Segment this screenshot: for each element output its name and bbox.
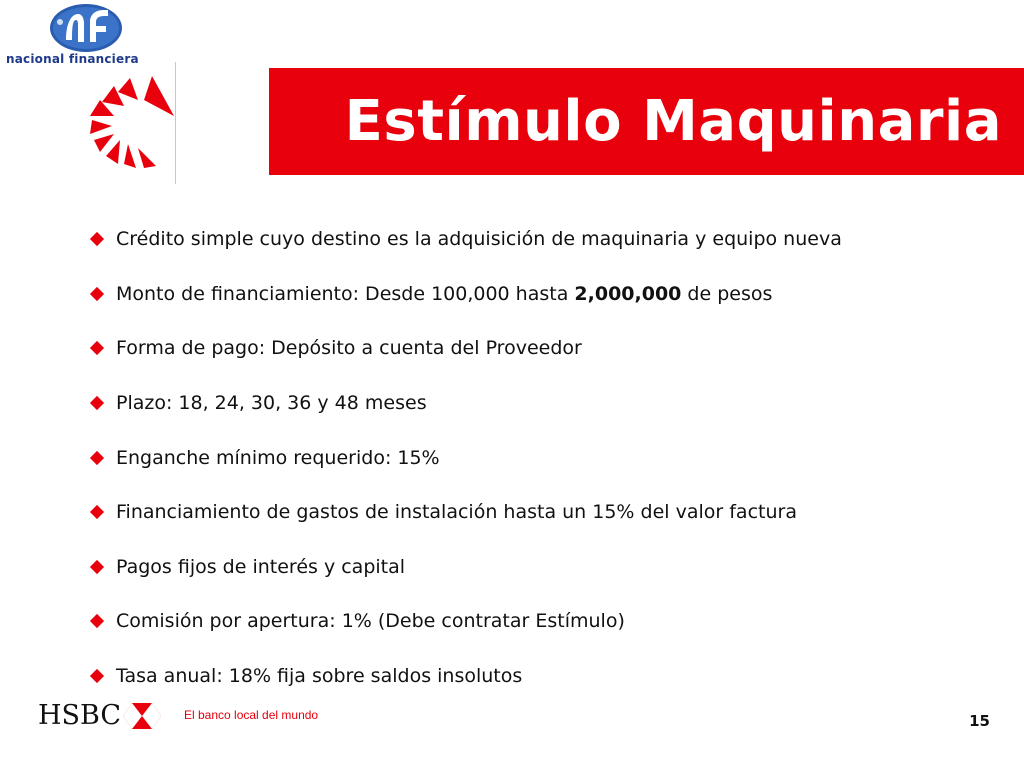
bullet-text: Comisión por apertura: 1% (Debe contratar Estímulo) xyxy=(116,610,625,633)
bullet-text: Forma de pago: Depósito a cuenta del Proveedor xyxy=(116,337,582,360)
slide-title: Estímulo Maquinaria xyxy=(344,89,1002,154)
bullet-text-after: de pesos xyxy=(681,282,773,305)
bullet-list xyxy=(90,212,1010,703)
list-item xyxy=(90,485,1010,540)
diamond-bullet-icon xyxy=(90,287,104,301)
diamond-bullet-icon xyxy=(90,669,104,683)
list-item xyxy=(90,267,1010,322)
list-item xyxy=(90,212,1010,267)
list-item xyxy=(90,430,1010,485)
bullet-text-bold: 2,000,000 xyxy=(574,282,682,305)
diamond-bullet-icon xyxy=(90,232,104,246)
page-number: 15 xyxy=(969,712,990,730)
bullet-text: Tasa anual: 18% fija sobre saldos insolutos xyxy=(116,665,523,688)
hsbc-logo xyxy=(38,700,161,732)
bullet-text: Plazo: 18, 24, 30, 36 y 48 meses xyxy=(116,392,427,415)
red-star-logo xyxy=(84,72,176,182)
hsbc-wordmark: HSBC xyxy=(38,700,122,731)
list-item xyxy=(90,594,1010,649)
hsbc-tagline: El banco local del mundo xyxy=(184,708,319,722)
bullet-text-before: Monto de financiamiento: Desde 100,000 hasta xyxy=(116,282,575,305)
diamond-bullet-icon xyxy=(90,396,104,410)
list-item xyxy=(90,376,1010,431)
nf-logo-text: nacional financiera xyxy=(6,52,139,66)
bullet-text: Enganche mínimo requerido: 15% xyxy=(116,446,440,469)
logo-divider xyxy=(175,62,176,184)
star-emblem-icon xyxy=(84,72,176,182)
list-item xyxy=(90,321,1010,376)
nacional-financiera-logo xyxy=(0,0,170,66)
list-item xyxy=(90,540,1010,595)
diamond-bullet-icon xyxy=(90,505,104,519)
diamond-bullet-icon xyxy=(90,614,104,628)
list-item xyxy=(90,649,1010,704)
title-bar xyxy=(269,68,1024,175)
bullet-text xyxy=(116,283,772,305)
bullet-text: Crédito simple cuyo destino es la adquisición de maquinaria y equipo nueva xyxy=(116,228,842,251)
hsbc-hexagon-icon xyxy=(123,703,161,729)
diamond-bullet-icon xyxy=(90,451,104,465)
bullet-text: Financiamiento de gastos de instalación hasta un 15% del valor factura xyxy=(116,501,797,524)
diamond-bullet-icon xyxy=(90,560,104,574)
bullet-text: Pagos fijos de interés y capital xyxy=(116,555,406,578)
diamond-bullet-icon xyxy=(90,341,104,355)
